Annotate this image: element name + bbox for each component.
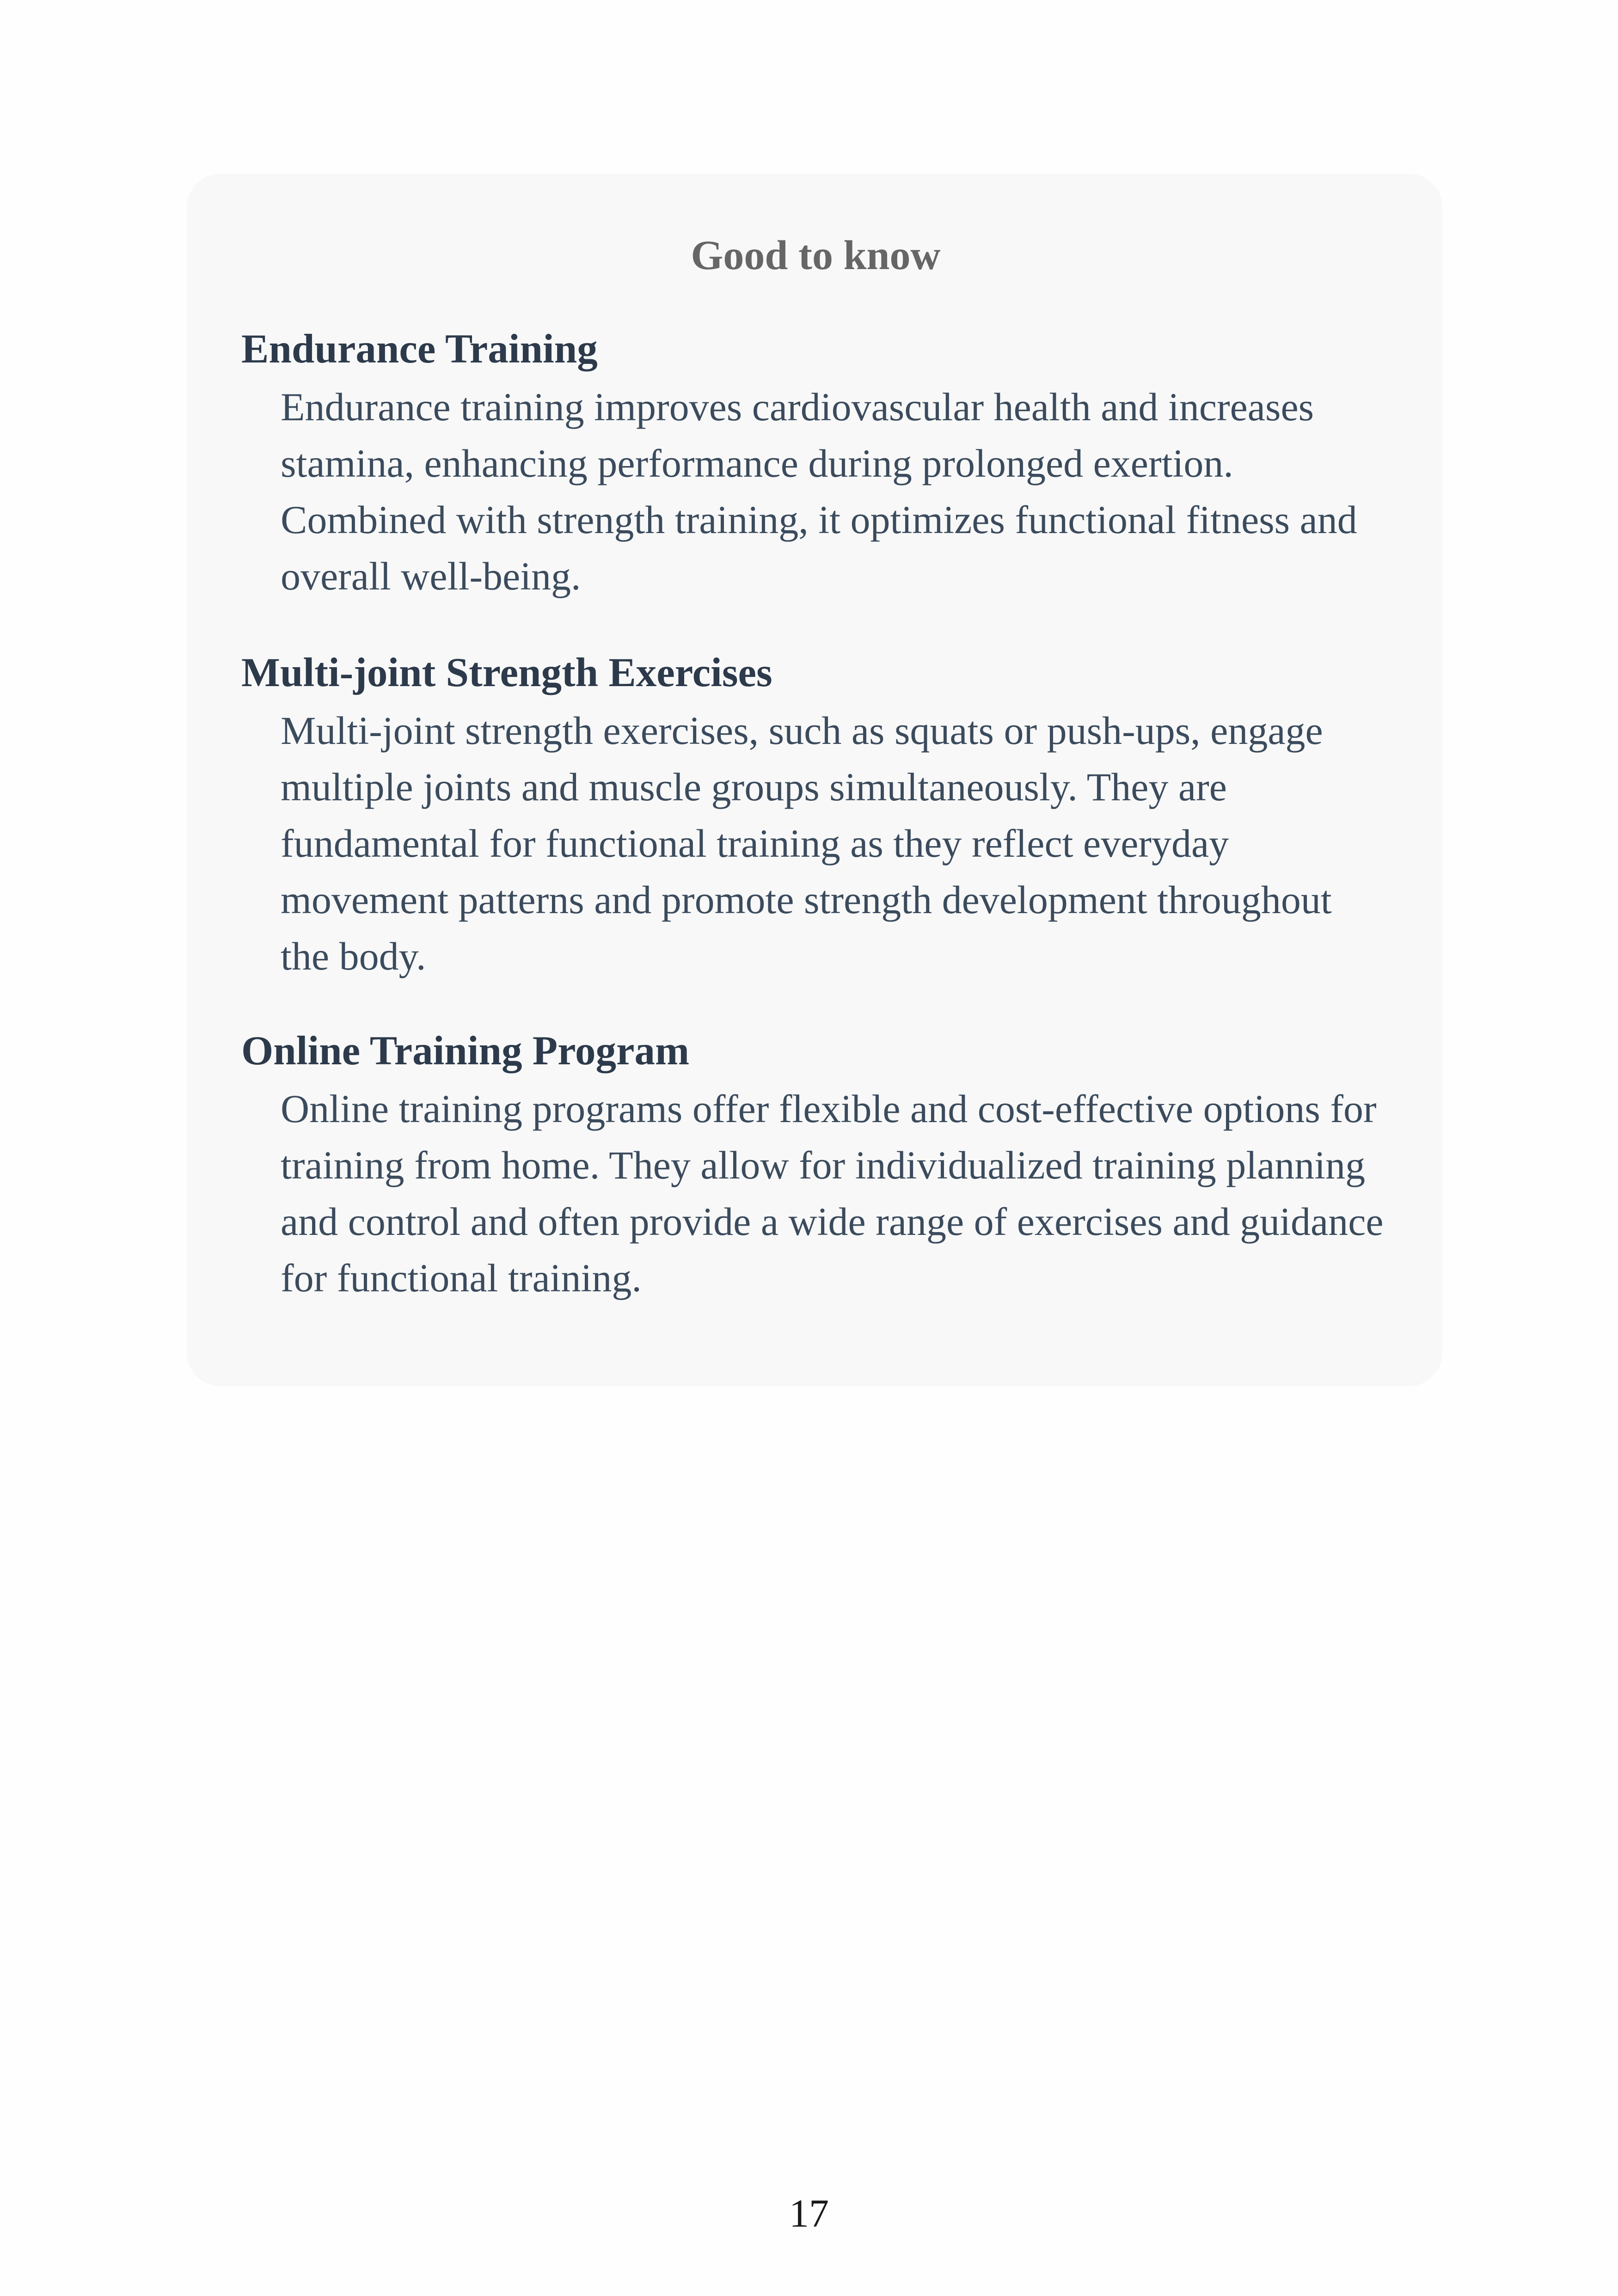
entry-term: Endurance Training (241, 326, 598, 372)
glossary-entry-multi-joint-strength-exercises (241, 643, 1385, 984)
glossary-entry-online-training-program (241, 1021, 1385, 1306)
entry-definition: Multi-joint strength exercises, such as squats or push-ups, engage multiple joints and muscle groups simultaneously. They are fundamental for functional training as they reflect everyday movement patterns and promote strength development throughout the body. (281, 708, 1332, 978)
page-number: 17 (789, 2191, 829, 2235)
entry-definition: Online training programs offer flexible and cost-effective options for training from home. They allow for individualized training planning and control and often provide a wide range of exercises and guidance for functional training. (281, 1087, 1384, 1300)
good-to-know-box (187, 174, 1442, 1386)
box-title: Good to know (691, 233, 941, 278)
glossary-entry-endurance-training (241, 319, 1385, 604)
entry-definition: Endurance training improves cardiovascular health and increases stamina, enhancing performance during prolonged exertion. Combined with strength training, it optimizes functional fitness and overall well-being. (281, 385, 1357, 598)
entry-term: Online Training Program (241, 1028, 690, 1074)
entry-term: Multi-joint Strength Exercises (241, 650, 772, 695)
